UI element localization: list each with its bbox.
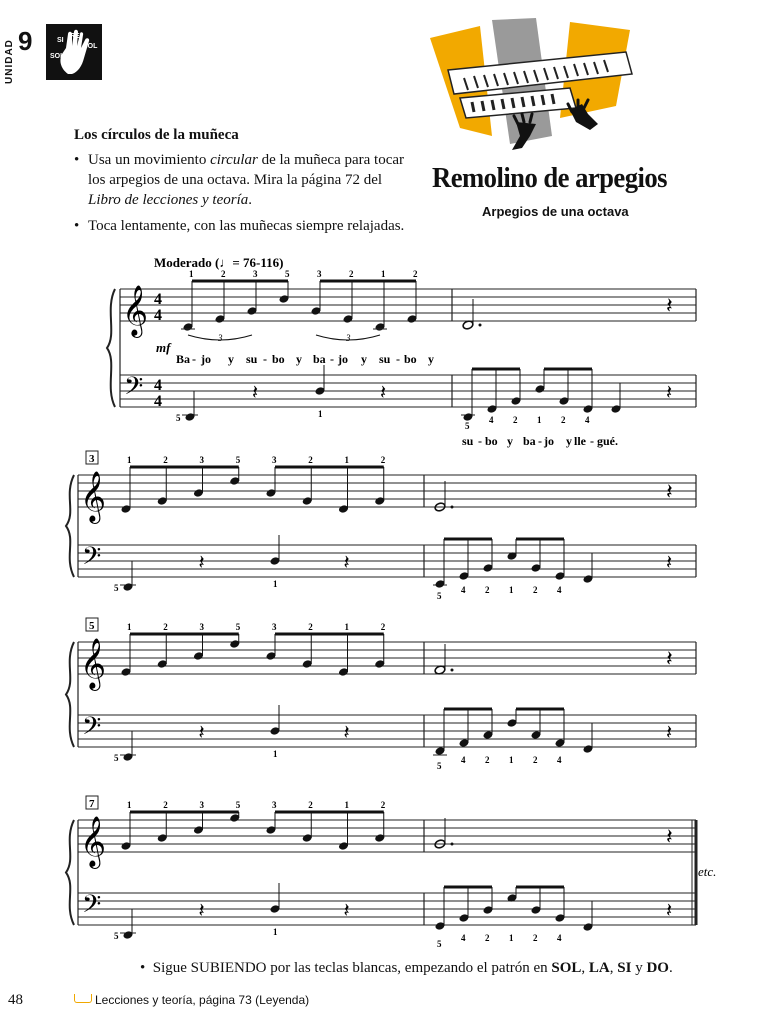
quarter-rest: 𝄽 [252, 382, 259, 404]
fingering: 1 [509, 755, 514, 765]
time-signature-top: 4 [154, 291, 162, 308]
fingering: 2 [380, 622, 386, 632]
fingering: 2 [308, 800, 313, 810]
quarter-rest: 𝄽 [666, 900, 673, 922]
svg-text:-: - [396, 352, 400, 366]
svg-text:y: y [361, 352, 367, 366]
svg-text:jo: jo [201, 352, 211, 366]
time-signature-bottom: 4 [154, 307, 162, 324]
quarter-rest: 𝄽 [666, 722, 673, 744]
svg-text:bo: bo [485, 434, 498, 448]
svg-text:ba: ba [523, 434, 536, 448]
fingering: 1 [344, 622, 349, 632]
svg-text:lle: lle [574, 434, 586, 448]
fingering: 1 [127, 622, 132, 632]
svg-text:jo: jo [338, 352, 348, 366]
tempo-marking: Moderado (♩= 76-116) [154, 255, 284, 270]
fingering: 1 [273, 579, 278, 589]
fingering: 4 [461, 755, 466, 765]
fingering: 1 [537, 415, 542, 425]
svg-text:-: - [330, 352, 334, 366]
svg-text:ba: ba [313, 352, 326, 366]
fingering: 5 [285, 269, 290, 279]
quarter-rest: 𝄽 [666, 293, 673, 318]
quarter-rest: 𝄽 [666, 552, 673, 574]
fingering: 1 [509, 933, 514, 943]
brace [66, 642, 74, 747]
svg-text:-: - [590, 434, 594, 448]
treble-clef: 𝄞 [80, 817, 107, 866]
treble-clef: 𝄞 [80, 472, 107, 521]
fingering: 3 [317, 269, 322, 279]
bass-clef: 𝄢 [124, 373, 144, 406]
svg-text:y: y [566, 434, 572, 448]
triplet-mark: 3 [218, 333, 223, 343]
lyrics-system-1-bass [462, 434, 618, 448]
svg-text:y: y [296, 352, 302, 366]
fingering: 3 [272, 622, 277, 632]
fingering: 1 [381, 269, 386, 279]
fingering: 4 [585, 415, 590, 425]
svg-text:bo: bo [272, 352, 285, 366]
dynamic-marking: mf [156, 340, 171, 355]
dot [451, 843, 454, 846]
quarter-rest: 𝄽 [666, 382, 673, 404]
fingering: 2 [163, 455, 168, 465]
unit-label: UNIDAD [4, 39, 15, 84]
fingering: 5 [235, 800, 241, 810]
quarter-rest: 𝄽 [666, 824, 673, 849]
fingering: 2 [308, 622, 313, 632]
bass-clef: 𝄢 [82, 543, 102, 576]
dot [451, 669, 454, 672]
svg-text:-: - [263, 352, 267, 366]
fingering: 1 [189, 269, 194, 279]
lyrics-system-1 [176, 352, 434, 366]
fingering: 2 [513, 415, 518, 425]
brace [66, 820, 74, 925]
fingering: 5 [465, 421, 470, 431]
fingering: 2 [533, 585, 538, 595]
bass-clef: 𝄢 [82, 891, 102, 924]
fingering: 5 [235, 455, 241, 465]
fingering: 5 [437, 591, 442, 601]
treble-clef: 𝄞 [80, 639, 107, 688]
hand-note-2: RE [70, 33, 80, 40]
fingering: 5 [114, 931, 119, 941]
quarter-rest: 𝄽 [666, 479, 673, 504]
fingering: 1 [127, 455, 132, 465]
quarter-rest: 𝄽 [343, 900, 350, 922]
quarter-rest: 𝄽 [343, 552, 350, 574]
fingering: 3 [199, 622, 204, 632]
fingering: 2 [163, 800, 168, 810]
fingering: 4 [489, 415, 494, 425]
fingering: 4 [557, 585, 562, 595]
svg-text:y: y [228, 352, 234, 366]
fingering: 3 [199, 455, 204, 465]
fingering: 1 [273, 927, 278, 937]
fingering: 1 [273, 749, 278, 759]
quarter-rest: 𝄽 [380, 382, 387, 404]
time-signature-bottom: 4 [154, 393, 162, 410]
fingering: 5 [235, 622, 241, 632]
svg-text:jo: jo [544, 434, 554, 448]
fingering: 2 [533, 933, 538, 943]
fingering: 2 [380, 800, 386, 810]
hand-note-1: SI [57, 37, 64, 44]
quarter-rest: 𝄽 [343, 722, 350, 744]
fingering: 2 [349, 269, 354, 279]
svg-text:-: - [538, 434, 542, 448]
fingering: 5 [114, 583, 119, 593]
svg-text:Ba: Ba [176, 352, 191, 366]
time-signature-top: 4 [154, 377, 162, 394]
fingering: 4 [557, 755, 562, 765]
fingering: 2 [413, 269, 418, 279]
fingering: 3 [253, 269, 258, 279]
fingering: 2 [485, 933, 490, 943]
svg-text:-: - [192, 352, 196, 366]
triplet-mark: 3 [346, 333, 351, 343]
measure-number: 7 [89, 798, 95, 810]
fingering: 2 [380, 455, 386, 465]
fingering: 2 [485, 755, 490, 765]
quarter-rest: 𝄽 [198, 722, 205, 744]
dot [479, 324, 482, 327]
fingering: 4 [461, 585, 466, 595]
svg-text:y: y [428, 352, 434, 366]
svg-text:y: y [507, 434, 513, 448]
svg-text:gué.: gué. [597, 434, 618, 448]
dot [451, 506, 454, 509]
footer-reference: Lecciones y teoría, página 73 (Leyenda) [74, 993, 309, 1007]
fingering: 1 [344, 800, 349, 810]
bottom-instruction: • Sigue SUBIENDO por las teclas blancas, empezando el patrón en SOL, LA, SI y DO. [140, 960, 673, 976]
fingering: 5 [114, 753, 119, 763]
hand-note-4: SOL [50, 53, 65, 60]
piece-title: Remolino de arpegios [432, 162, 668, 194]
piece-subtitle: Arpegios de una octava [482, 204, 629, 219]
fingering: 2 [561, 415, 566, 425]
fingering: 5 [176, 413, 181, 423]
fingering: 4 [461, 933, 466, 943]
fingering: 3 [272, 800, 277, 810]
svg-text:su: su [246, 352, 258, 366]
fingering: 2 [308, 455, 313, 465]
instruction-1: • Usa un movimiento circular de la muñeca para tocar los arpegios de una octava. Mira la página 72 del Libro de lecciones y teoría. [74, 150, 414, 210]
svg-text:bo: bo [404, 352, 417, 366]
svg-text:su: su [379, 352, 391, 366]
svg-text:su: su [462, 434, 474, 448]
page-number: 48 [8, 992, 23, 1008]
brace [107, 289, 115, 407]
fingering: 2 [163, 622, 168, 632]
unit-number: 9 [18, 26, 33, 56]
brace [66, 475, 74, 577]
svg-text:-: - [478, 434, 482, 448]
hand-note-3: SOL [83, 43, 98, 50]
measure-number: 3 [89, 453, 95, 465]
etc-marking: etc. [698, 864, 717, 879]
fingering: 1 [344, 455, 349, 465]
fingering: 2 [485, 585, 490, 595]
fingering: 1 [509, 585, 514, 595]
fingering: 3 [199, 800, 204, 810]
fingering: 5 [437, 939, 442, 949]
quarter-rest: 𝄽 [198, 552, 205, 574]
section-heading: Los círculos de la muñeca [74, 127, 239, 143]
treble-clef: 𝄞 [122, 286, 149, 335]
fingering: 1 [127, 800, 132, 810]
fingering: 1 [318, 409, 323, 419]
fingering: 2 [533, 755, 538, 765]
instruction-2: • Toca lentamente, con las muñecas siempre relajadas. [74, 216, 414, 236]
fingering: 4 [557, 933, 562, 943]
fingering: 2 [221, 269, 226, 279]
measure-number: 5 [89, 620, 95, 632]
quarter-rest: 𝄽 [666, 646, 673, 671]
systems [66, 269, 696, 949]
bass-clef: 𝄢 [82, 713, 102, 746]
fingering: 3 [272, 455, 277, 465]
fingering: 5 [437, 761, 442, 771]
quarter-rest: 𝄽 [198, 900, 205, 922]
book-icon [74, 994, 92, 1003]
